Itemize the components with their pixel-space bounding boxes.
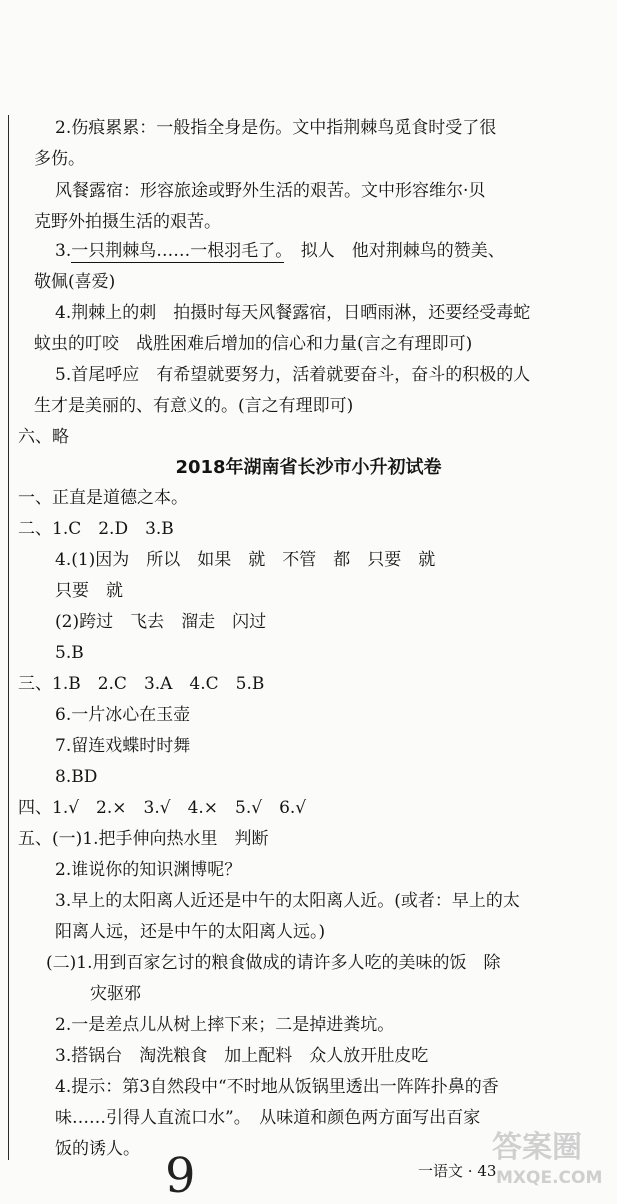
text-line: 蚊虫的叮咬 战胜困难后增加的信心和力量(言之有理即可) [34,334,473,354]
text-line: (2)跨过 飞去 溜走 闪过 [55,612,267,632]
text-line: 饭的诱人。 [55,1139,140,1159]
text-line: 8.BD [55,767,98,787]
text-line: 二、1.C 2.D 3.B [18,519,174,539]
text-line: 多伤。 [34,149,85,169]
text-line: 3.搭锅台 淘洗粮食 加上配料 众人放开肚皮吃 [55,1046,429,1066]
footer-separator: · [467,1162,473,1180]
answer-3-underlined-sentence: 一只荆棘鸟……一根羽毛了。 [71,241,284,261]
text-line: 2.一是差点儿从树上摔下来；二是掉进粪坑。 [55,1015,395,1035]
footer-page-number: 43 [477,1162,497,1180]
answer-3-rest: 拟人 他对荆棘鸟的赞美、 [283,241,505,261]
text-line: 四、1.√ 2.× 3.√ 4.× 5.√ 6.√ [18,798,307,818]
text-line: 生才是美丽的、有意义的。(言之有理即可) [34,396,354,416]
text-line: 4.荆棘上的刺 拍摄时每天风餐露宿，日晒雨淋，还要经受毒蛇 [55,303,531,323]
text-line: 敬佩(喜爱) [34,272,116,292]
answer-3-line [55,241,505,261]
watermark-logo [488,1118,610,1196]
text-line: 阳离人远，还是中午的太阳离人远。) [55,922,326,942]
text-line: 7.留连戏蝶时时舞 [55,736,191,756]
text-line: (二)1.用到百家乞讨的粮食做成的请许多人吃的美味的饭 除 [46,953,501,973]
text-line: 3.早上的太阳离人近还是中午的太阳离人近。(或者：早上的太 [55,891,520,911]
margin-rule [8,115,9,1160]
text-line: 三、1.B 2.C 3.A 4.C 5.B [18,674,265,694]
text-line: 六、略 [18,427,69,447]
watermark-bottom-text: MXQE.COM [496,1168,603,1188]
footer-subject: 一语文 [418,1162,464,1180]
text-line: 4.(1)因为 所以 如果 就 不管 都 只要 就 [55,550,436,570]
text-line: 6.一片冰心在玉壶 [55,705,191,725]
text-line: 4.提示：第3自然段中“不时地从饭锅里透出一阵阵扑鼻的香 [55,1077,499,1097]
text-line: 2.谁说你的知识渊博呢？ [55,860,242,880]
text-line: 味……引得人直流口水”。 从味道和颜色两方面写出百家 [55,1108,481,1128]
text-line: 5.首尾呼应 有希望就要努力，活着就要奋斗，奋斗的积极的人 [55,365,531,385]
watermark-top-text: 答案圈 [492,1130,582,1165]
text-line: 一、正直是道德之本。 [18,488,188,508]
page-footer [418,1160,496,1181]
text-line: 克野外拍摄生活的艰苦。 [34,212,221,232]
text-line: 风餐露宿：形容旅途或野外生活的艰苦。文中形容维尔·贝 [55,181,486,201]
text-line: 5.B [55,643,84,663]
section-title: 2018年湖南省长沙市小升初试卷 [175,457,442,478]
text-line: 灾驱邪 [90,984,141,1004]
handwritten-mark: 9 [165,1148,196,1204]
text-line: 只要 就 [55,581,123,601]
text-line: 2.伤痕累累：一般指全身是伤。文中指荆棘鸟觅食时受了很 [55,118,497,138]
answer-3-prefix: 3. [55,241,72,261]
text-line: 五、(一)1.把手伸向热水里 判断 [18,829,269,849]
